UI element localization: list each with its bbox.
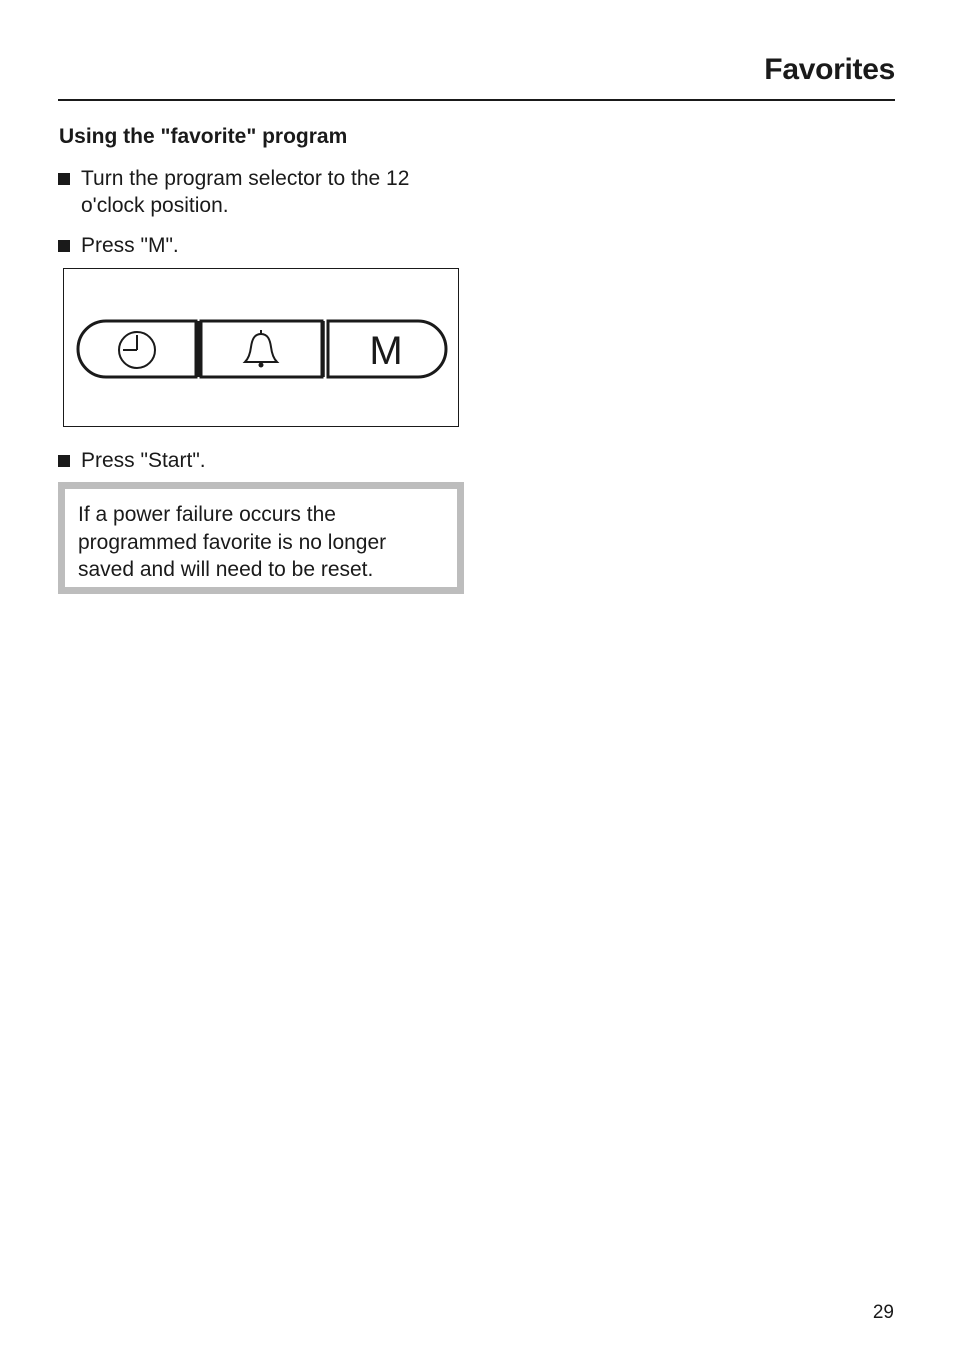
- control-panel-svg: [64, 269, 460, 428]
- section-heading: Using the "favorite" program: [59, 125, 348, 148]
- step-text: Press "M".: [81, 234, 179, 257]
- page-title: Favorites: [764, 53, 895, 86]
- bell-button: [201, 321, 324, 377]
- note-box: [58, 482, 464, 594]
- step-item: [58, 165, 438, 219]
- m-button: [328, 321, 446, 377]
- m-button-label: M: [369, 329, 403, 373]
- square-bullet-icon: [58, 455, 70, 467]
- step-item: [58, 232, 438, 259]
- step-text: Press "Start".: [81, 449, 206, 472]
- page-number: 29: [872, 1302, 894, 1323]
- square-bullet-icon: [58, 173, 70, 185]
- page-header: [58, 52, 895, 101]
- square-bullet-icon: [58, 240, 70, 252]
- step-text: Turn the program selector to the 12 o'clock position.: [81, 167, 410, 217]
- note-text: If a power failure occurs the programmed favorite is no longer saved and will need to be reset.: [78, 503, 387, 581]
- control-panel-illustration: [63, 268, 459, 427]
- step-item: [58, 447, 438, 474]
